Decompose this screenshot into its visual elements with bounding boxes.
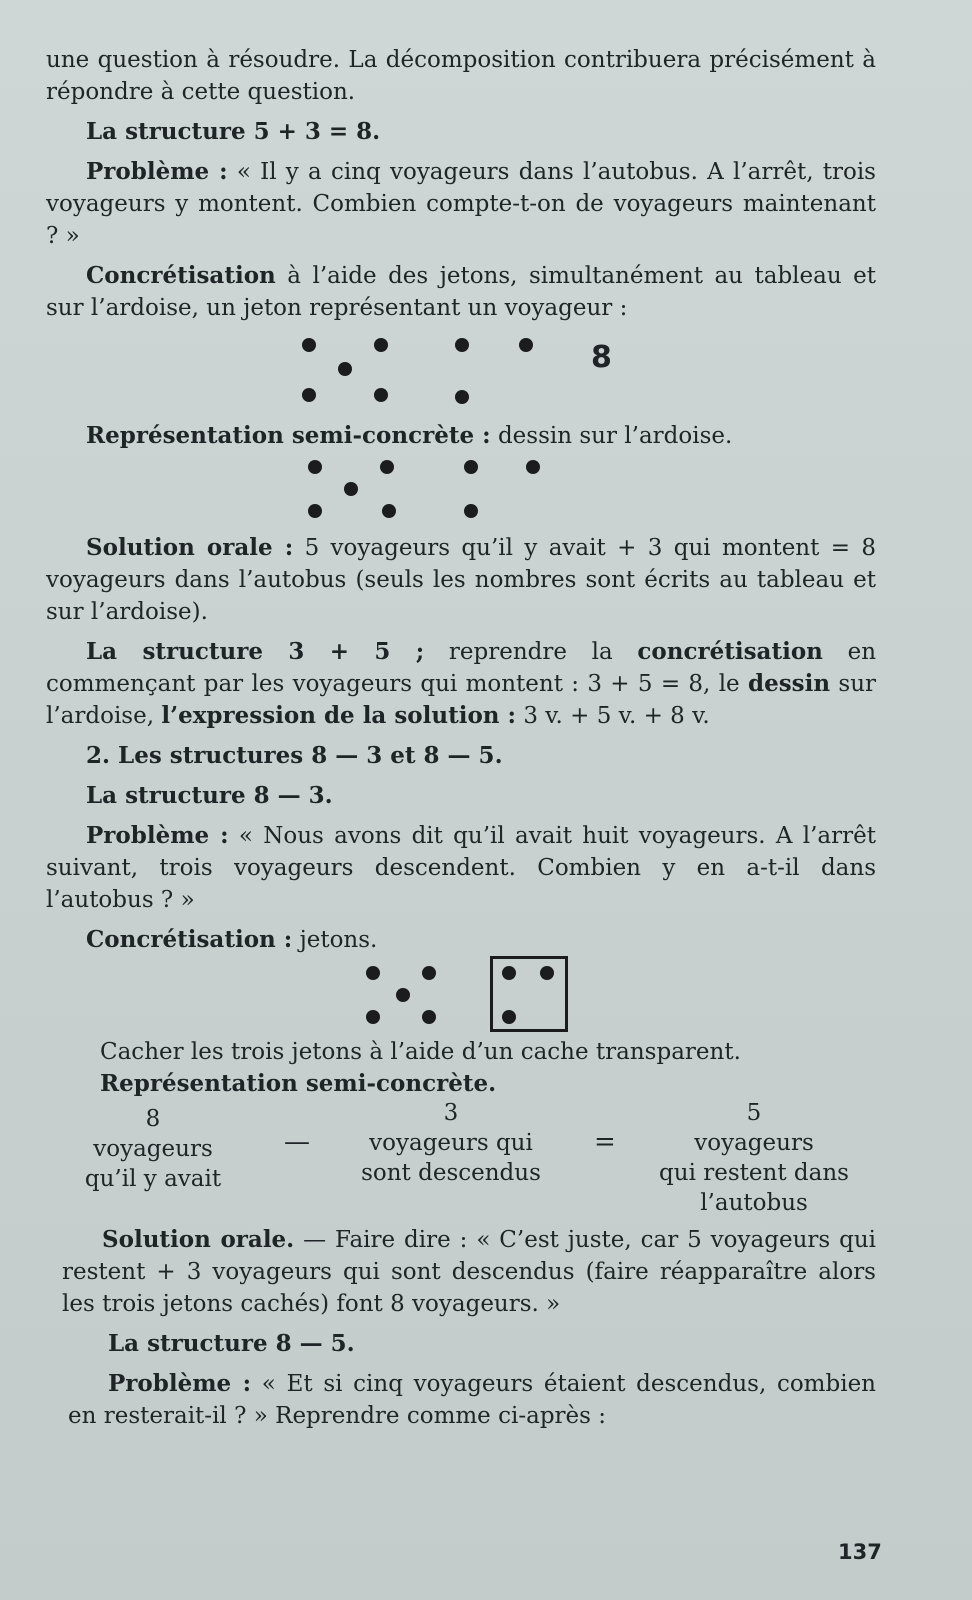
- term-c-number: 5: [746, 1100, 762, 1126]
- representation-label: Représentation semi-concrète.: [100, 1070, 497, 1097]
- problem-text: « Nous avons dit qu’il avait huit voyageurs. A l’arrêt suivant, trois voyageurs descendent. Combien y en a-t-il dans l’autobus ? »: [46, 823, 876, 913]
- token-diagram-1: [46, 324, 876, 420]
- transparent-cache-box: [490, 956, 568, 1032]
- structure-bold-2: dessin: [747, 670, 831, 697]
- structure-text-3: sur l’ardoise,: [46, 671, 877, 729]
- section-2-heading: [46, 740, 876, 772]
- term-b-line2: sont descendus: [361, 1160, 541, 1186]
- solution-1: [46, 532, 876, 628]
- structure-text-1: reprendre la: [448, 639, 613, 665]
- heading-structure-8-5: [68, 1328, 876, 1360]
- token-dot: [502, 1010, 516, 1024]
- token-dot: [374, 338, 388, 352]
- problem-1: [46, 156, 876, 252]
- token-dot: [374, 388, 388, 402]
- token-diagram-3: [46, 956, 876, 1036]
- hide-instruction: Cacher les trois jetons à l’aide d’un cache transparent.: [100, 1039, 741, 1065]
- structure-text-4: 3 v. + 5 v. + 8 v.: [523, 703, 710, 729]
- section-2-title: 2. Les structures 8 — 3 et 8 — 5.: [86, 742, 503, 769]
- token-dot: [396, 988, 410, 1002]
- token-dot: [540, 966, 554, 980]
- heading-text: La structure 5 + 3 = 8.: [86, 118, 381, 145]
- problem-label: Problème :: [86, 158, 228, 185]
- token-dot: [422, 966, 436, 980]
- solution-label: Solution orale.: [102, 1226, 295, 1253]
- heading-structure-5-3: [46, 116, 876, 148]
- concretisation-label: Concrétisation :: [86, 926, 293, 953]
- solution-text: 5 voyageurs qu’il y avait + 3 qui montent = 8 voyageurs dans l’autobus (seuls les nombres sont écrits au tableau et sur l’ardoise).: [46, 535, 877, 625]
- term-a-line1: voyageurs: [93, 1136, 213, 1162]
- token-dot: [302, 388, 316, 402]
- heading-text: La structure 8 — 5.: [108, 1330, 355, 1357]
- token-dot: [380, 460, 394, 474]
- structure-label: La structure 3 + 5 ;: [86, 638, 425, 665]
- concretisation-text: jetons.: [299, 927, 378, 953]
- term-b-line1: voyageurs qui: [369, 1130, 533, 1156]
- structure-3-5: [46, 636, 876, 732]
- equals-sign: =: [594, 1127, 616, 1157]
- problem-2: [46, 820, 876, 916]
- equation-row: [46, 1100, 876, 1216]
- token-dot: [455, 338, 469, 352]
- token-diagram-2: [46, 452, 876, 524]
- problem-3: [68, 1368, 876, 1432]
- token-dot: [455, 390, 469, 404]
- token-dot: [526, 460, 540, 474]
- total-number: 8: [591, 340, 612, 375]
- token-dot: [519, 338, 533, 352]
- paragraph-intro: une question à résoudre. La décomposition contribuera précisément à répondre à cette question.: [46, 47, 876, 105]
- solution-2: [62, 1224, 876, 1320]
- term-b-number: 3: [443, 1100, 459, 1126]
- token-dot: [422, 1010, 436, 1024]
- token-dot: [502, 966, 516, 980]
- representation-2: [60, 1068, 876, 1100]
- representation-label: Représentation semi-concrète :: [86, 422, 491, 449]
- concretisation-1: [46, 260, 876, 324]
- minus-sign: —: [284, 1127, 310, 1157]
- problem-text: « Et si cinq voyageurs étaient descendus, combien en resterait-il ? » Reprendre comme ci-après :: [68, 1371, 876, 1429]
- token-dot: [302, 338, 316, 352]
- token-dot: [464, 504, 478, 518]
- structure-bold-3: l’expression de la solution :: [161, 702, 517, 729]
- term-a-line2: qu’il y avait: [84, 1166, 222, 1192]
- concretisation-text: à l’aide des jetons, simultanément au tableau et sur l’ardoise, un jeton représentant un voyageur :: [46, 263, 877, 321]
- term-a-number: 8: [145, 1106, 161, 1132]
- equation-term-a: [68, 1104, 238, 1194]
- token-dot: [382, 504, 396, 518]
- solution-label: Solution orale :: [86, 534, 294, 561]
- problem-text: « Il y a cinq voyageurs dans l’autobus. A l’arrêt, trois voyageurs y montent. Combien compte-t-on de voyageurs maintenant ? »: [46, 159, 876, 249]
- page-body: [46, 44, 876, 1432]
- term-c-line3: l’autobus: [700, 1190, 808, 1216]
- concretisation-label: Concrétisation: [86, 262, 276, 289]
- structure-bold-1: concrétisation: [637, 638, 823, 665]
- equation-term-c: [654, 1098, 854, 1218]
- representation-text: dessin sur l’ardoise.: [497, 423, 733, 449]
- token-dot: [366, 1010, 380, 1024]
- term-c-line1: voyageurs: [694, 1130, 814, 1156]
- solution-text: — Faire dire : « C’est juste, car 5 voyageurs qui restent + 3 voyageurs qui sont descendus (faire réapparaître alors les trois jetons cachés) font 8 voyageurs. »: [62, 1227, 876, 1317]
- page-number: 137: [838, 1540, 882, 1564]
- token-dot: [308, 504, 322, 518]
- problem-label: Problème :: [108, 1370, 252, 1397]
- structure-text-2: en commençant par les voyageurs qui montent : 3 + 5 = 8, le: [46, 639, 877, 697]
- problem-label: Problème :: [86, 822, 229, 849]
- concretisation-2: [46, 924, 876, 956]
- term-c-line2: qui restent dans: [659, 1160, 849, 1186]
- heading-structure-8-3: [46, 780, 876, 812]
- token-dot: [344, 482, 358, 496]
- heading-text: La structure 8 — 3.: [86, 782, 333, 809]
- token-dot: [366, 966, 380, 980]
- equation-term-b: [356, 1098, 546, 1188]
- token-dot: [338, 362, 352, 376]
- token-dot: [308, 460, 322, 474]
- token-dot: [464, 460, 478, 474]
- representation-1: [46, 420, 876, 452]
